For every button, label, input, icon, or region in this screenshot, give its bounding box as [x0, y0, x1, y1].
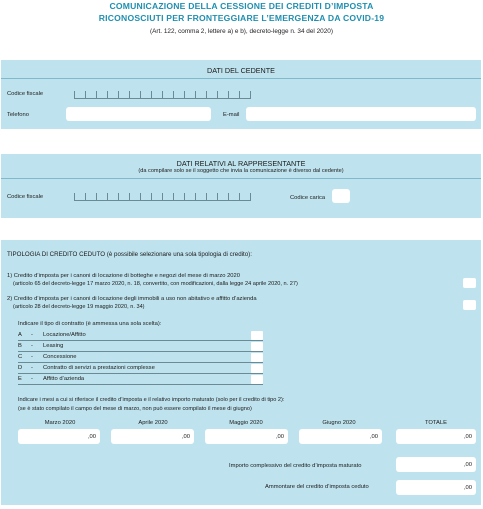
rappresentante-codice-fiscale-field[interactable] [74, 193, 251, 201]
contract-c-dash: - [31, 354, 33, 360]
contract-a-dash: - [31, 332, 33, 338]
option1-checkbox[interactable] [463, 278, 476, 288]
month-april-label: Aprile 2020 [138, 420, 168, 426]
contract-b-label: Leasing [43, 343, 64, 349]
cedente-email-field[interactable] [246, 107, 476, 121]
contract-d-checkbox[interactable] [251, 364, 263, 373]
contract-a-label: Locazione/Affitto [43, 332, 86, 338]
contract-d-dash: - [31, 365, 33, 371]
contract-a-code: A [18, 332, 22, 338]
contract-b-code: B [18, 343, 22, 349]
contract-b-dash: - [31, 343, 33, 349]
form-title-line2: RICONOSCIUTI PER FRONTEGGIARE L’EMERGENZA DA COVID-19 [98, 13, 385, 23]
month-total-label: TOTALE [424, 420, 447, 426]
cedente-codice-fiscale-label: Codice fiscale [7, 91, 44, 97]
month-may-label: Maggio 2020 [229, 420, 263, 426]
month-june-amount[interactable]: ,00 [299, 429, 382, 444]
contract-a-line [18, 340, 263, 341]
month-march-label: Marzo 2020 [44, 420, 76, 426]
contract-e-line [18, 384, 263, 385]
month-total-amount[interactable]: ,00 [396, 429, 476, 444]
contract-b-checkbox[interactable] [251, 342, 263, 351]
tipologia-section [1, 240, 481, 505]
rappresentante-section [1, 154, 481, 218]
ammontare-ceduto-amount[interactable]: ,00 [396, 480, 476, 495]
contract-e-checkbox[interactable] [251, 375, 263, 384]
option1-line2: (articolo 65 del decreto-legge 17 marzo 2020, n. 18, convertito, con modificazioni, dalla legge 24 aprile 2020, n. 27) [13, 281, 298, 287]
month-march-amount[interactable]: ,00 [18, 429, 100, 444]
option2-line2: (articolo 28 del decreto-legge 19 maggio 2020, n. 34) [13, 304, 145, 310]
form-legal-reference: (Art. 122, comma 2, lettere a) e b), decreto-legge n. 34 del 2020) [150, 28, 333, 35]
contract-c-code: C [18, 354, 23, 360]
rappresentante-codice-carica-field[interactable] [332, 189, 350, 203]
month-may-amount[interactable]: ,00 [205, 429, 288, 444]
contract-type-title: Indicare il tipo di contratto (è ammessa una sola scelta): [18, 321, 162, 327]
contract-a-checkbox[interactable] [251, 331, 263, 340]
contract-c-label: Concessione [43, 354, 77, 360]
cedente-section [1, 60, 481, 129]
option1-line1: 1) Credito d’imposta per i canoni di locazione di botteghe e negozi del mese di marzo 2020 [7, 273, 240, 279]
importo-complessivo-amount[interactable]: ,00 [396, 457, 476, 472]
contract-d-line [18, 373, 263, 374]
contract-e-label: Affitto d’azienda [43, 376, 85, 382]
contract-e-code: E [18, 376, 22, 382]
form-title-line1: COMUNICAZIONE DELLA CESSIONE DEI CREDITI D’IMPOSTA [109, 1, 374, 11]
contract-e-dash: - [31, 376, 33, 382]
importo-complessivo-label: Importo complessivo del credito d’imposta maturato [229, 463, 362, 469]
months-note-2: (se è stato compilato il campo del mese di marzo, non può essere compilato il mese di giugno) [18, 406, 252, 412]
month-april-amount[interactable]: ,00 [111, 429, 194, 444]
cedente-title: DATI DEL CEDENTE [207, 66, 275, 75]
ammontare-ceduto-label: Ammontare del credito d’imposta ceduto [265, 484, 369, 490]
contract-c-line [18, 362, 263, 363]
rappresentante-codice-fiscale-label: Codice fiscale [7, 194, 44, 200]
contract-c-checkbox[interactable] [251, 353, 263, 362]
contract-d-label: Contratto di servizi a prestazioni complesse [43, 365, 155, 371]
month-june-label: Giugno 2020 [322, 420, 356, 426]
cedente-telefono-label: Telefono [7, 112, 29, 118]
months-note-1: Indicare i mesi a cui si riferisce il credito d’imposta e il relativo importo maturato (solo per il credito di tipo 2): [18, 397, 285, 403]
cedente-codice-fiscale-field[interactable] [74, 91, 251, 99]
rappresentante-divider [1, 178, 481, 179]
option2-line1: 2) Credito d’imposta per i canoni di locazione degli immobili a uso non abitativo e affitto d’azienda [7, 296, 257, 302]
rappresentante-codice-carica-label: Codice carica [290, 195, 326, 201]
contract-d-code: D [18, 365, 23, 371]
cedente-telefono-field[interactable] [66, 107, 211, 121]
option2-checkbox[interactable] [463, 300, 476, 310]
rappresentante-title: DATI RELATIVI AL RAPPRESENTANTE [176, 159, 306, 168]
cedente-email-label: E-mail [223, 112, 240, 118]
cedente-divider [1, 78, 481, 79]
tipologia-title: TIPOLOGIA DI CREDITO CEDUTO (è possibile selezionare una sola tipologia di credito): [7, 251, 252, 258]
rappresentante-subtitle: (da compilare solo se il soggetto che invia la comunicazione è diverso dal cedente) [138, 168, 344, 174]
contract-b-line [18, 351, 263, 352]
